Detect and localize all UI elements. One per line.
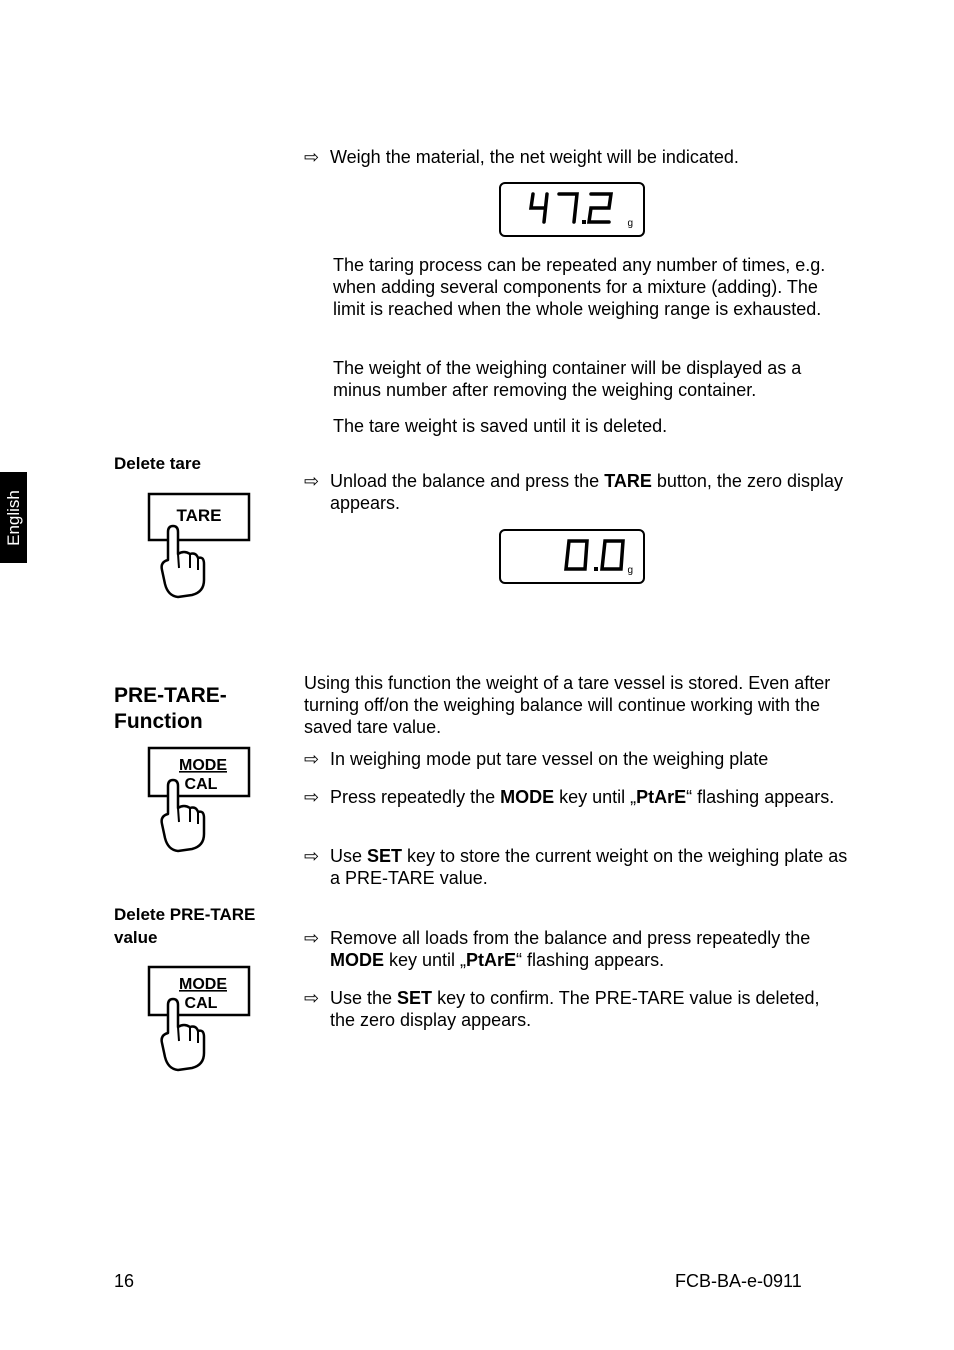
note-paragraph: The tare weight is saved until it is deleted. (333, 416, 668, 436)
pretare-step: ⇨ Use SET key to store the current weight on the weighing plate as a PRE-TARE value. (304, 846, 848, 888)
seven-segment-digits (501, 184, 643, 235)
display-unit: g (627, 565, 633, 576)
pointing-hand-icon (146, 746, 256, 856)
delete-tare-label: Delete tare (114, 454, 201, 473)
language-tab-label: English (3, 489, 23, 546)
svg-text:CAL: CAL (184, 776, 218, 793)
page-number: 16 (114, 1271, 135, 1291)
tare-key-text: TARE (176, 506, 222, 525)
display-unit: g (627, 218, 633, 229)
language-tab (0, 472, 27, 563)
arrow-icon: ⇨ (304, 471, 320, 491)
pretare-intro: Using this function the weight of a tare vessel is stored. Even after turning off/on the weighing balance will continue working with the saved tare value. (304, 673, 831, 737)
svg-text:MODE: MODE (179, 976, 227, 993)
note-paragraph: The taring process can be repeated any number of times, e.g. when adding several components for a mixture (adding). The limit is reached when the whole weighing range is exhausted. (333, 255, 826, 319)
pointing-hand-icon (146, 492, 256, 602)
intro-step-text: Weigh the material, the net weight will be indicated. (330, 147, 739, 167)
delete-pretare-step: ⇨ Use the SET key to confirm. The PRE-TARE value is deleted, the zero display appears. (304, 988, 820, 1030)
pretare-heading: PRE-TARE- Function (114, 684, 227, 733)
arrow-icon: ⇨ (304, 988, 320, 1008)
pointing-hand-icon (146, 965, 256, 1075)
delete-pretare-label: Delete PRE-TARE value (114, 905, 256, 947)
arrow-icon: ⇨ (304, 787, 320, 807)
pretare-step: ⇨ In weighing mode put tare vessel on the weighing plate (304, 749, 769, 769)
intro-step (304, 146, 849, 168)
arrow-icon: ⇨ (304, 928, 320, 948)
note-paragraph: The weight of the weighing container will be displayed as a minus number after removing the weighing container. (333, 358, 802, 400)
pretare-step: ⇨ Press repeatedly the MODE key until „PtArE“ flashing appears. (304, 787, 835, 807)
svg-text:CAL: CAL (184, 995, 218, 1012)
arrow-icon: ⇨ (304, 749, 320, 769)
delete-tare-step (304, 470, 849, 514)
mode-cal-key-illustration (146, 965, 256, 1075)
arrow-icon: ⇨ (304, 147, 320, 167)
balance-display-zero (499, 529, 645, 584)
svg-text:MODE: MODE (179, 757, 227, 774)
delete-tare-step-text: Unload the balance and press the TARE button, the zero display appears. (330, 471, 843, 513)
tare-key-illustration (146, 492, 256, 602)
arrow-icon: ⇨ (304, 846, 320, 866)
document-code: FCB-BA-e-0911 (675, 1271, 802, 1291)
balance-display-472 (499, 182, 645, 237)
delete-pretare-step: ⇨ Remove all loads from the balance and press repeatedly the MODE key until „PtArE“ flashing appears. (304, 928, 811, 970)
seven-segment-digits (501, 531, 643, 582)
mode-cal-key-illustration (146, 746, 256, 856)
